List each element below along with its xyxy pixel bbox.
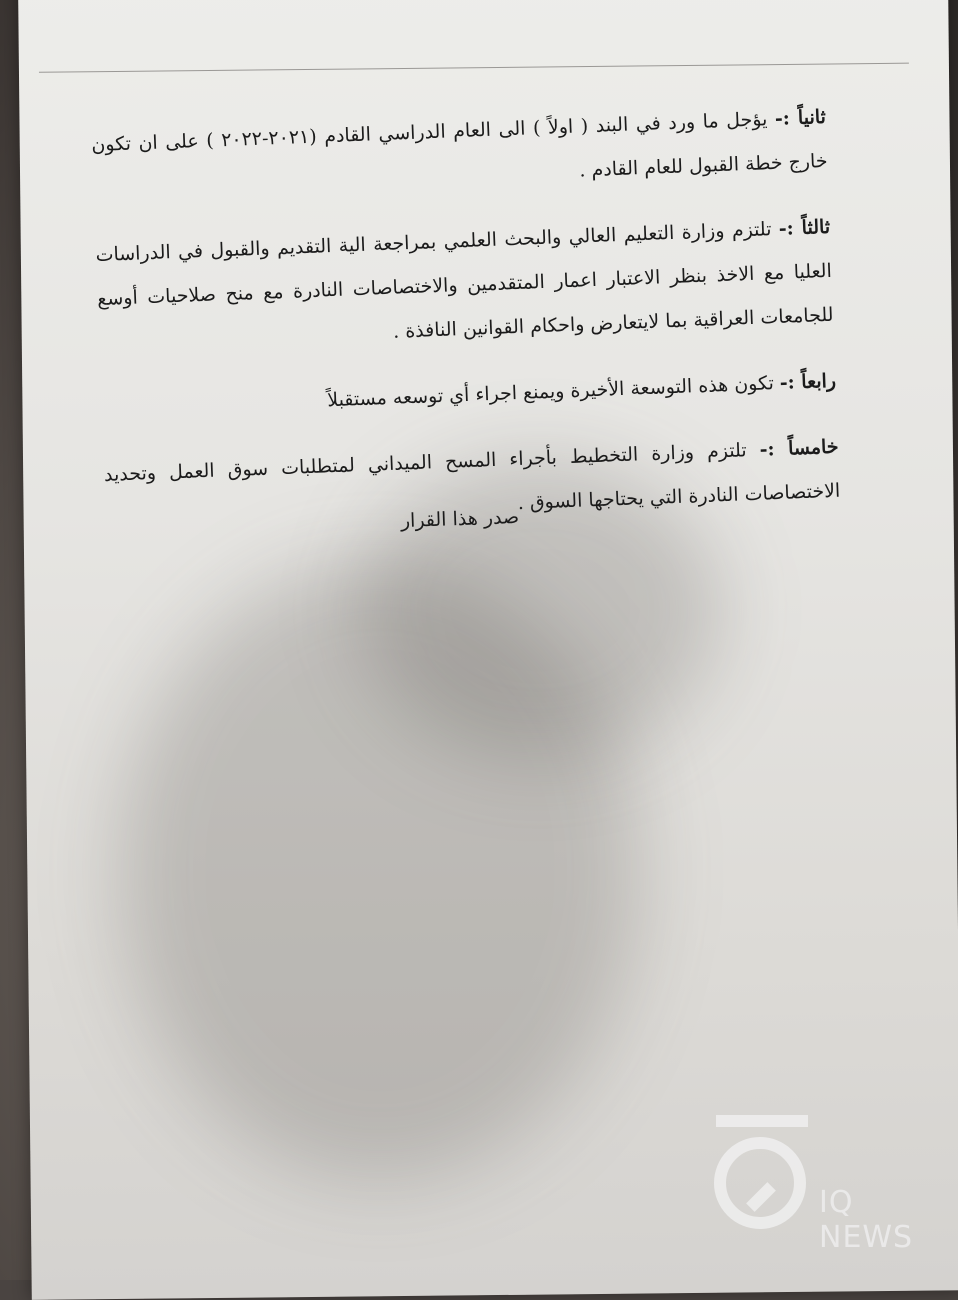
clause-label: خامساً :-: [759, 435, 839, 461]
clause-label: ثالثاً :-: [778, 215, 831, 240]
watermark-text: IQ NEWS: [819, 1185, 914, 1255]
clause-text: تلتزم وزارة التعليم العالي والبحث العلمي بمراجعة الية التقديم والقبول في الدراسات العليا مع الاخذ بنظر الاعتبار اعمار المتقدمين والاختصاصات النادرة مع منح صلاحيات أوسع للجامعات العراقية بما لايتعارض واحكام القوانين النافذة .: [95, 218, 834, 343]
decision-body: [91, 95, 842, 563]
clause-fourth: [101, 359, 837, 431]
clause-label: رابعاً :-: [779, 369, 837, 394]
clause-label: ثانياً :-: [774, 105, 827, 130]
clause-text: تكون هذه التوسعة الأخيرة ويمنع اجراء أي توسعه مستقبلاً: [326, 372, 775, 412]
iq-news-watermark: [714, 1115, 944, 1255]
logo-ring-icon: [714, 1137, 806, 1229]
logo-bar-icon: [716, 1115, 808, 1127]
clause-text: تلتزم وزارة التخطيط بأجراء المسح الميداني لمتطلبات سوق العمل وتحديد الاختصاصات النادرة التي يحتاجها السوق .: [103, 439, 841, 515]
decision-issued-line: صدر هذا القرار: [400, 505, 520, 533]
clause-text: يؤجل ما ورد في البند ( اولاً ) الى العام الدراسي القادم (٢٠٢١-٢٠٢٢ ) على ان تكون خارج خطة القبول للعام القادم .: [90, 108, 828, 182]
clause-third: [95, 205, 835, 365]
